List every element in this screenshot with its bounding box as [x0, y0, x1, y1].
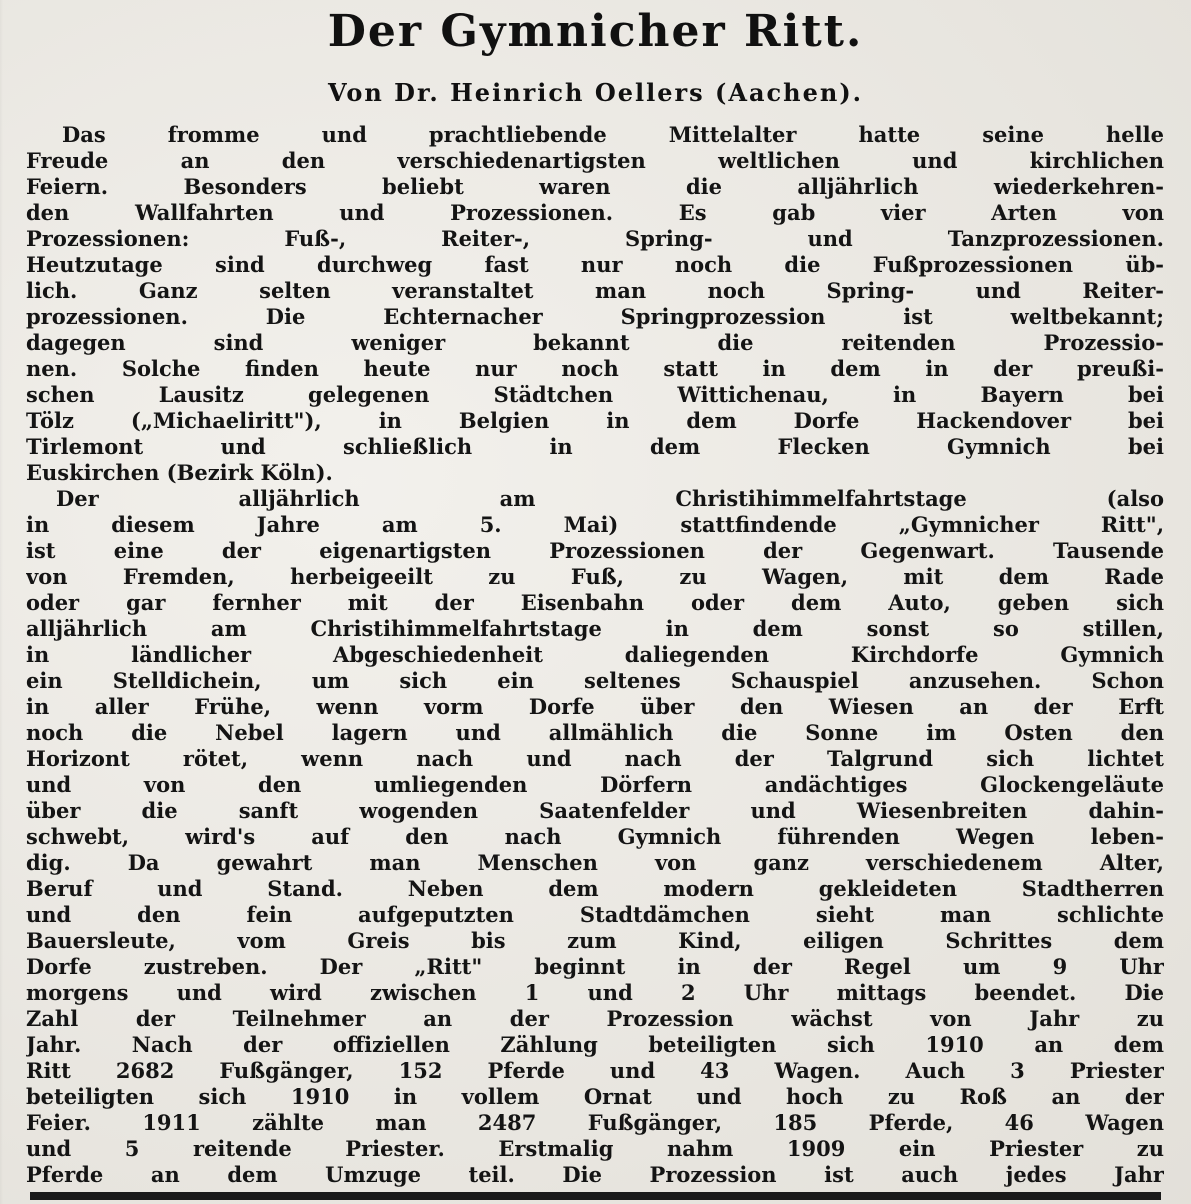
text-line: ist eine der eigenartigsten Prozessionen der Gegenwart. Tausende	[26, 538, 1164, 563]
text-line: in ländlicher Abgeschiedenheit daliegenden Kirchdorfe Gymnich	[26, 642, 1164, 667]
text-line: über die sanft wogenden Saatenfelder und Wiesenbreiten dahin-	[26, 798, 1164, 823]
text-line: morgens und wird zwischen 1 und 2 Uhr mittags beendet. Die	[26, 980, 1164, 1005]
text-line: Prozessionen: Fuß-, Reiter-, Spring- und Tanzprozessionen.	[26, 226, 1164, 251]
article-byline: Von Dr. Heinrich Oellers (Aachen).	[327, 78, 864, 107]
text-line: Freude an den verschiedenartigsten weltlichen und kirchlichen	[26, 148, 1164, 173]
text-line: Bauersleute, vom Greis bis zum Kind, eiligen Schrittes dem	[26, 928, 1164, 953]
text-line: dig. Da gewahrt man Menschen von ganz verschiedenem Alter,	[26, 850, 1164, 875]
text-line: beteiligten sich 1910 in vollem Ornat und hoch zu Roß an der	[26, 1084, 1164, 1109]
text-line: den Wallfahrten und Prozessionen. Es gab vier Arten von	[26, 200, 1164, 225]
article-body	[26, 122, 1164, 1188]
text-line: in diesem Jahre am 5. Mai) stattfindende „Gymnicher Ritt",	[26, 512, 1164, 537]
text-line: von Fremden, herbeigeeilt zu Fuß, zu Wagen, mit dem Rade	[26, 564, 1164, 589]
bottom-rule	[30, 1192, 1161, 1200]
text-line: Der alljährlich am Christihimmelfahrtstage (also	[56, 486, 1164, 511]
text-line: lich. Ganz selten veranstaltet man noch Spring- und Reiter-	[26, 278, 1164, 303]
text-line: alljährlich am Christihimmelfahrtstage in dem sonst so stillen,	[26, 616, 1164, 641]
text-line: prozessionen. Die Echternacher Springprozession ist weltbekannt;	[26, 304, 1164, 329]
text-line: Horizont rötet, wenn nach und nach der Talgrund sich lichtet	[26, 746, 1164, 771]
text-line: Das fromme und prachtliebende Mittelalter hatte seine helle	[62, 122, 1164, 147]
text-line: in aller Frühe, wenn vorm Dorfe über den Wiesen an der Erft	[26, 694, 1164, 719]
text-line: Euskirchen (Bezirk Köln).	[26, 460, 333, 485]
text-line: Feier. 1911 zählte man 2487 Fußgänger, 185 Pferde, 46 Wagen	[26, 1110, 1164, 1135]
text-line: Jahr. Nach der offiziellen Zählung beteiligten sich 1910 an dem	[26, 1032, 1164, 1057]
text-line: Zahl der Teilnehmer an der Prozession wächst von Jahr zu	[26, 1006, 1164, 1031]
text-line: und 5 reitende Priester. Erstmalig nahm 1909 ein Priester zu	[26, 1136, 1164, 1161]
text-line: nen. Solche finden heute nur noch statt in dem in der preußi-	[26, 356, 1164, 381]
text-line: Dorfe zustreben. Der „Ritt" beginnt in der Regel um 9 Uhr	[26, 954, 1164, 979]
text-line: ein Stelldichein, um sich ein seltenes Schauspiel anzusehen. Schon	[26, 668, 1164, 693]
text-line: und den fein aufgeputzten Stadtdämchen sieht man schlichte	[26, 902, 1164, 927]
text-line: Heutzutage sind durchweg fast nur noch die Fußprozessionen üb-	[26, 252, 1164, 277]
text-line: Pferde an dem Umzuge teil. Die Prozession ist auch jedes Jahr	[26, 1162, 1164, 1187]
article-title: Der Gymnicher Ritt.	[327, 6, 864, 57]
text-line: Tölz („Michaeliritt"), in Belgien in dem Dorfe Hackendover bei	[26, 408, 1164, 433]
text-line: noch die Nebel lagern und allmählich die Sonne im Osten den	[26, 720, 1164, 745]
text-line: Feiern. Besonders beliebt waren die alljährlich wiederkehren-	[26, 174, 1164, 199]
text-line: und von den umliegenden Dörfern andächtiges Glockengeläute	[26, 772, 1164, 797]
text-line: schen Lausitz gelegenen Städtchen Wittichenau, in Bayern bei	[26, 382, 1164, 407]
text-line: oder gar fernher mit der Eisenbahn oder dem Auto, geben sich	[26, 590, 1164, 615]
text-line: Ritt 2682 Fußgänger, 152 Pferde und 43 Wagen. Auch 3 Priester	[26, 1058, 1164, 1083]
text-line: Tirlemont und schließlich in dem Flecken Gymnich bei	[26, 434, 1164, 459]
text-line: Beruf und Stand. Neben dem modern gekleideten Stadtherren	[26, 876, 1164, 901]
text-line: dagegen sind weniger bekannt die reitenden Prozessio-	[26, 330, 1164, 355]
text-line: schwebt, wird's auf den nach Gymnich führenden Wegen leben-	[26, 824, 1164, 849]
